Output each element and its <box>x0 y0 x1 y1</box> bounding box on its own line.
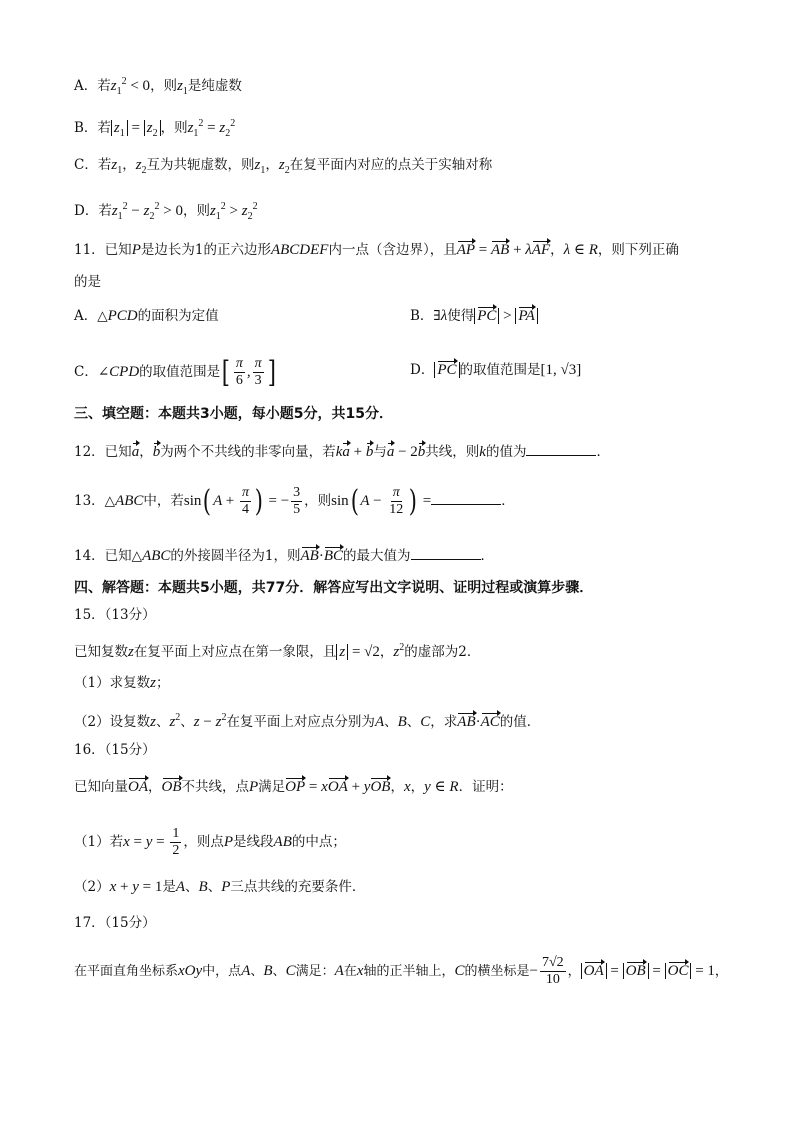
q10-option-b: B．若 $z_1 = z_2$ ，则$z_1^2 = z_2^2$ <box>74 118 236 139</box>
q11-stem-cont: 的是 <box>74 274 101 290</box>
q13: 13．△ABC中，若sin( A + $\frac{\pi}{4}$ ) = − $\frac{3}{5}$ ，则sin( A − $\frac{\pi}{12}$ ) = ． <box>74 483 515 519</box>
q16-part-2: （2）x + y = 1是A、B、P三点共线的充要条件． <box>74 879 366 895</box>
q16-heading: 16．（15分） <box>74 742 156 758</box>
q14-answer-blank <box>411 545 481 560</box>
q11-option-d: D． PC 的取值范围是[1, √3] <box>410 362 582 378</box>
q11-option-b: B．∃λ使得 PC > PA <box>410 306 538 326</box>
q10-option-c: C．若$z_1$，$z_2$互为共轭虚数，则$z_1$，$z_2$在复平面内对应的点关于实轴对称 <box>74 157 493 176</box>
q12: 12．已知a，b为两个不共线的非零向量，若ka + b与a − 2b共线，则k的值为 ． <box>74 441 610 462</box>
q17-heading: 17．（15分） <box>74 915 156 931</box>
q16-part-1: （1）若x = y = $\frac{1}{2}$ ，则点P是线段AB的中点； <box>74 826 346 858</box>
q12-answer-blank <box>526 441 596 456</box>
q11-option-c: C．∠CPD的取值范围是[ $\frac{\pi}{6}$ , $\frac{\pi}{3}$ ] <box>74 354 276 390</box>
q15-part-1: （1）求复数z； <box>74 675 170 691</box>
q10-option-a: A．若$z_1^2 < 0$，则$z_1$是纯虚数 <box>74 76 242 97</box>
q11-option-a: A．△PCD的面积为定值 <box>74 308 219 324</box>
q13-answer-blank <box>431 490 501 505</box>
section-4-heading: 四、解答题：本题共5小题，共77分．解答应写出文字说明、证明过程或演算步骤． <box>74 580 594 596</box>
q15-part-2: （2）设复数z、$z^2$、$z - z^2$在复平面上对应点分别为A、B、C，求AB·AC的值． <box>74 712 541 730</box>
section-3-heading: 三、填空题：本题共3小题，每小题5分，共15分． <box>74 406 393 422</box>
q15-stem: 已知复数z在复平面上对应点在第一象限，且 z = √2，$z^2$的虚部为2． <box>74 642 481 660</box>
q11-stem: 11．已知P是边长为1的正六边形ABCDEF内一点（含边界），且AP = AB + λAF，λ ∈ R，则下列正确 <box>74 242 679 258</box>
q10-option-d: D．若$z_1^2 - z_2^2 > 0$，则$z_1^2 > z_2^2$ <box>74 201 258 222</box>
q17-stem: 在平面直角坐标系xOy中，点A、B、C满足：A在x轴的正半轴上，C的横坐标是− $\frac{7√2}{10}$ ， OA = OB = OC = 1， <box>74 955 728 987</box>
q15-heading: 15．（13分） <box>74 607 156 623</box>
q16-stem: 已知向量OA，OB不共线，点P满足OP = xOA + yOB，x，y ∈ R．证明： <box>74 779 513 795</box>
q14: 14．已知△ABC的外接圆半径为1，则AB·BC的最大值为 ． <box>74 545 494 566</box>
